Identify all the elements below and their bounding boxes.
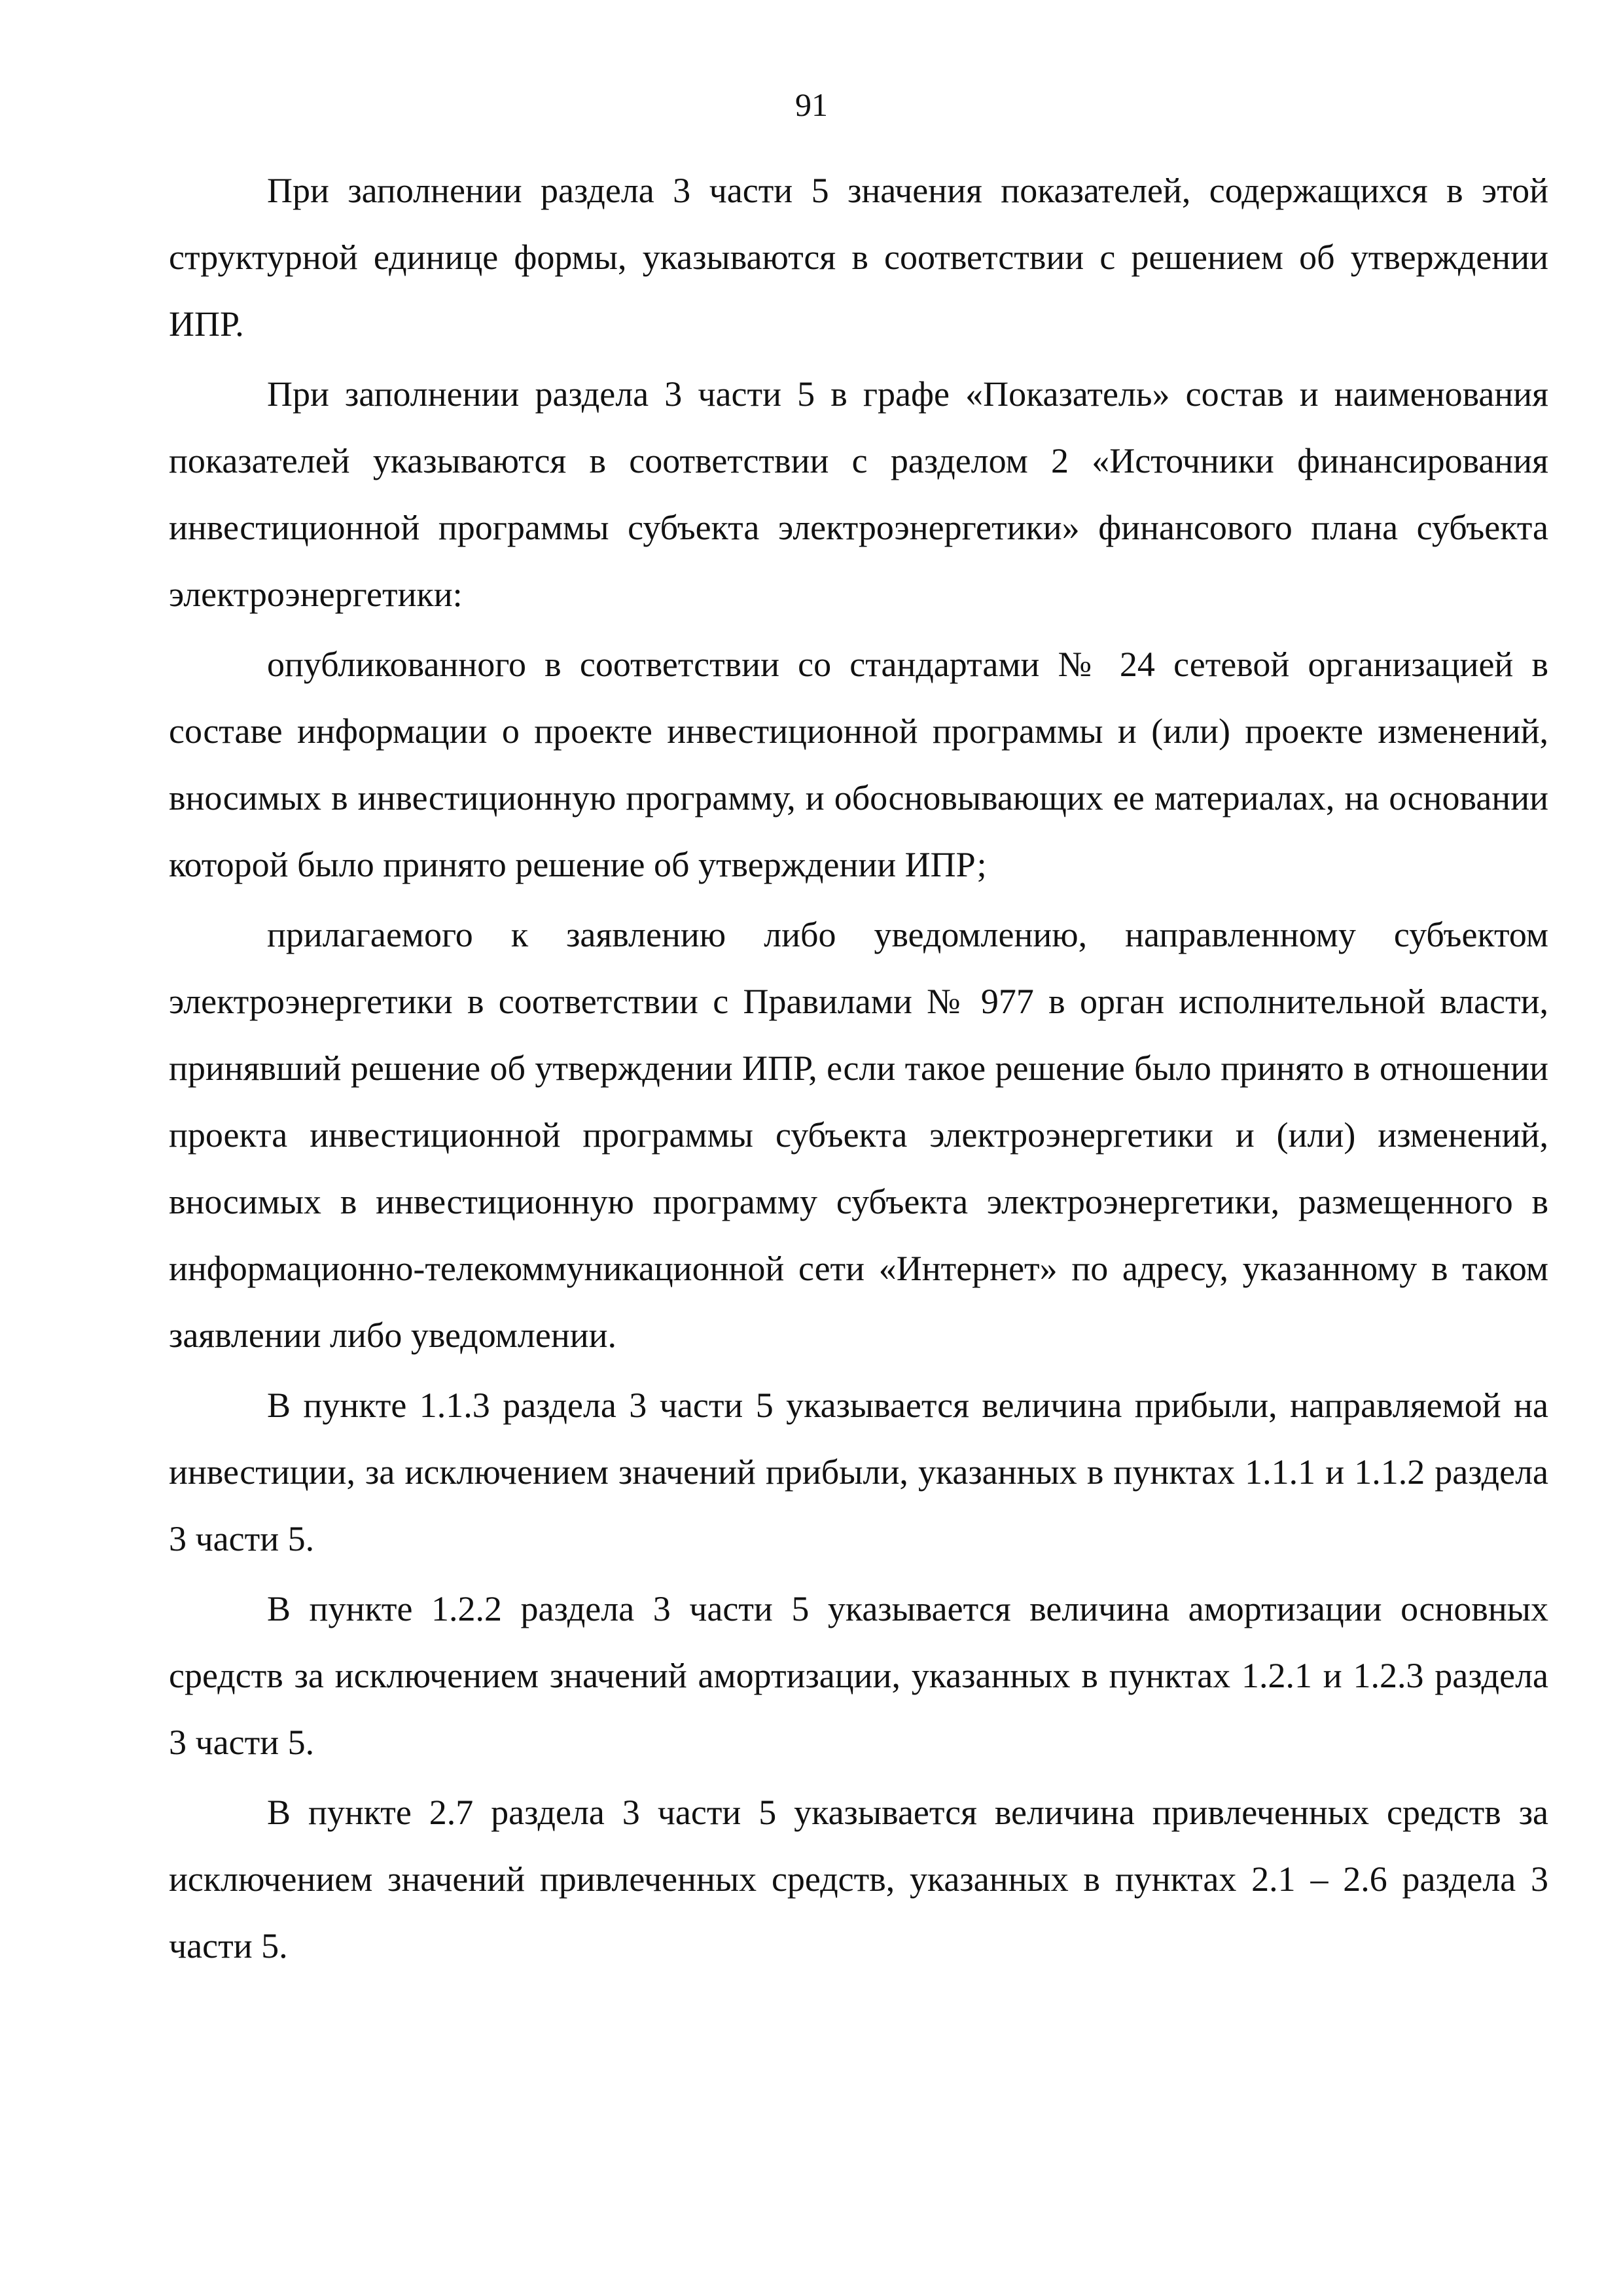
paragraph-attached-application: прилагаемого к заявлению либо уведомлению, направленному субъектом электроэнергетики в соответствии с Правилами № 977 в орган исполнительной власти, принявший решение об утверждении ИПР, если такое решение было принято в отношении проекта инвестиционной программы субъекта электроэнергетики и (или) изменений, вносимых в инвестиционную программу субъекта электроэнергетики, размещенного в информационно-телекоммуникационной сети «Интернет» по адресу, указанному в таком заявлении либо уведомлении.: [169, 915, 1548, 1355]
paragraph-item-2-7: В пункте 2.7 раздела 3 части 5 указывается величина привлеченных средств за исключением значений привлеченных средств, указанных в пунктах 2.1 – 2.6 раздела 3 части 5.: [169, 1793, 1548, 1965]
paragraph-section3-values: При заполнении раздела 3 части 5 значения показателей, содержащихся в этой структурной единице формы, указываются в соответствии с решением об утверждении ИПР.: [169, 171, 1548, 344]
paragraph-published-standards: опубликованного в соответствии со стандартами № 24 сетевой организацией в составе информации о проекте инвестиционной программы и (или) проекте изменений, вносимых в инвестиционную программу, и обосновывающих ее материалах, на основании которой было принято решение об утверждении ИПР;: [169, 645, 1548, 884]
document-body: [169, 157, 1548, 1982]
paragraph-item-1-2-2: В пункте 1.2.2 раздела 3 части 5 указывается величина амортизации основных средств за исключением значений амортизации, указанных в пунктах 1.2.1 и 1.2.3 раздела 3 части 5.: [169, 1589, 1548, 1762]
page-number: 91: [795, 86, 828, 123]
paragraph-item-1-1-3: В пункте 1.1.3 раздела 3 части 5 указывается величина прибыли, направляемой на инвестиции, за исключением значений прибыли, указанных в пунктах 1.1.1 и 1.1.2 раздела 3 части 5.: [169, 1386, 1548, 1558]
paragraph-indicator-column: При заполнении раздела 3 части 5 в графе «Показатель» состав и наименования показателей указываются в соответствии с разделом 2 «Источники финансирования инвестиционной программы субъекта электроэнергетики» финансового плана субъекта электроэнергетики:: [169, 374, 1548, 614]
